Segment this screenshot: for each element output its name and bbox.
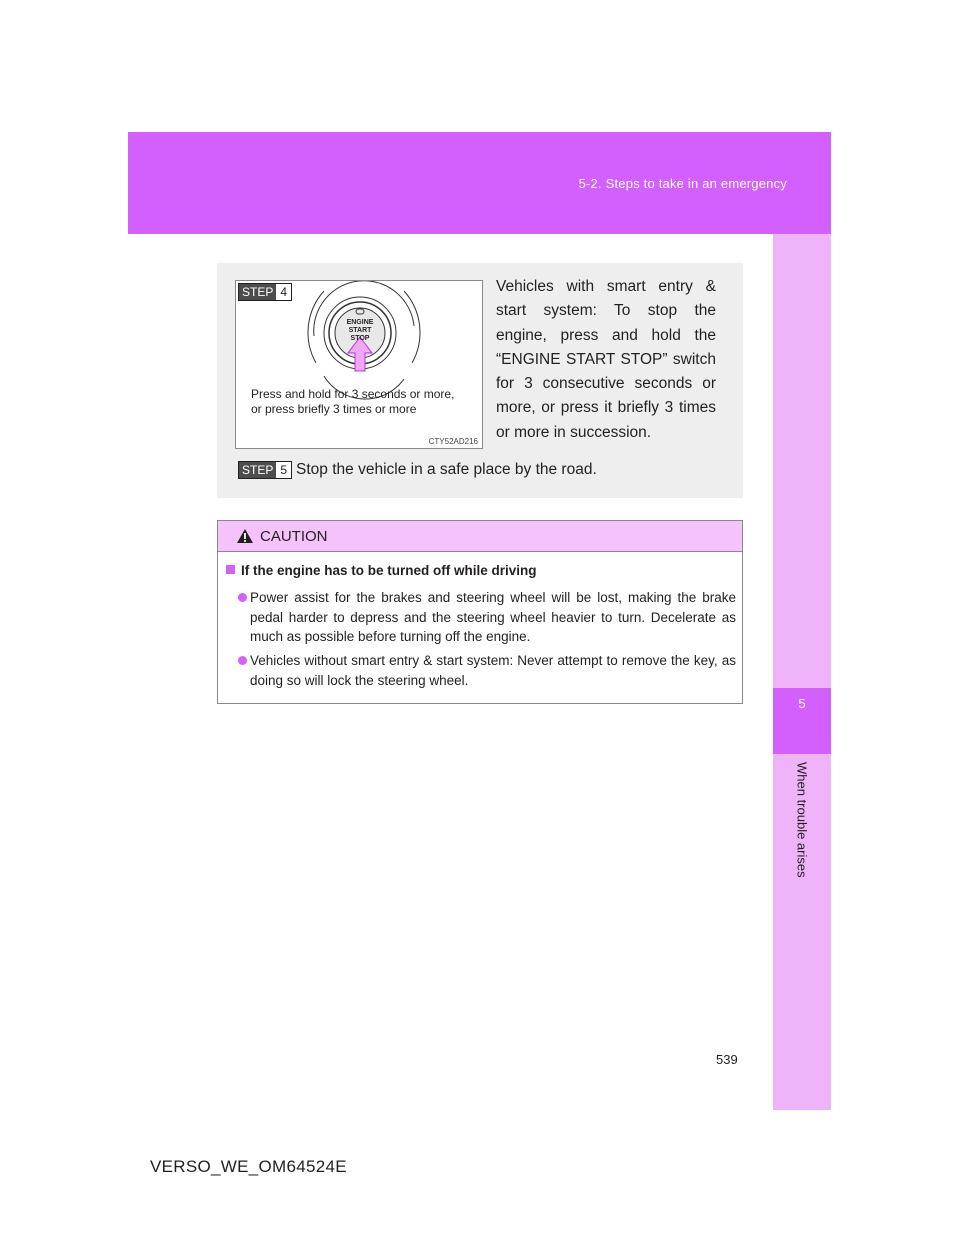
engine-button-figure — [235, 280, 483, 449]
caution-item — [238, 651, 736, 690]
engine-start-stop-illustration — [236, 281, 484, 450]
step-5 — [238, 461, 597, 479]
caution-item-text: Vehicles without smart entry & start system: Never attempt to remove the key, as doing so will lock the steering wheel. — [250, 653, 736, 688]
step-4-text: Vehicles with smart entry & start system: To stop the engine, press and hold the “ENGINE START STOP” switch for 3 consecutive seconds or more, or press it briefly 3 times or more in succession. — [496, 278, 716, 441]
button-label-line: START — [348, 327, 372, 334]
step-panel — [217, 263, 743, 498]
figure-caption-line: Press and hold for 3 seconds or more, — [251, 387, 455, 401]
figure-caption — [251, 387, 481, 417]
square-bullet-icon — [226, 565, 235, 574]
button-label-line: ENGINE — [346, 319, 374, 326]
section-title: 5-2. Steps to take in an emergency — [578, 176, 787, 191]
caution-header — [218, 521, 742, 552]
caution-item — [238, 588, 736, 647]
caution-title: CAUTION — [260, 528, 328, 545]
document-code: VERSO_WE_OM64524E — [150, 1157, 347, 1176]
round-bullet-icon — [238, 656, 247, 665]
chapter-side-tab — [773, 234, 831, 1110]
caution-heading — [226, 563, 537, 578]
step-word: STEP — [239, 284, 276, 300]
figure-code: CTY52AD216 — [428, 437, 478, 446]
button-label-line: STOP — [350, 335, 370, 342]
warning-triangle-icon — [236, 528, 254, 544]
button-label — [330, 319, 390, 343]
round-bullet-icon — [238, 593, 247, 602]
step-4-badge — [238, 283, 292, 301]
chapter-label-wrap — [775, 762, 829, 902]
step-5-text: Stop the vehicle in a safe place by the road. — [296, 461, 597, 479]
step-word: STEP — [239, 462, 276, 478]
caution-box — [217, 520, 743, 704]
chapter-label: When trouble arises — [794, 762, 810, 878]
caution-item-text: Power assist for the brakes and steering wheel will be lost, making the brake pedal harder to depress and the steering wheel heavier to turn. Decelerate as much as possible before turning off the engine. — [250, 590, 736, 644]
header-band — [128, 132, 831, 234]
step-number: 4 — [280, 285, 288, 299]
step-5-badge — [238, 461, 292, 479]
chapter-number: 5 — [798, 696, 806, 711]
caution-heading-text: If the engine has to be turned off while driving — [241, 563, 537, 578]
step-number: 5 — [280, 463, 288, 477]
chapter-number-tab — [773, 688, 831, 754]
figure-caption-line: or press briefly 3 times or more — [251, 402, 417, 416]
page-number: 539 — [716, 1052, 738, 1067]
